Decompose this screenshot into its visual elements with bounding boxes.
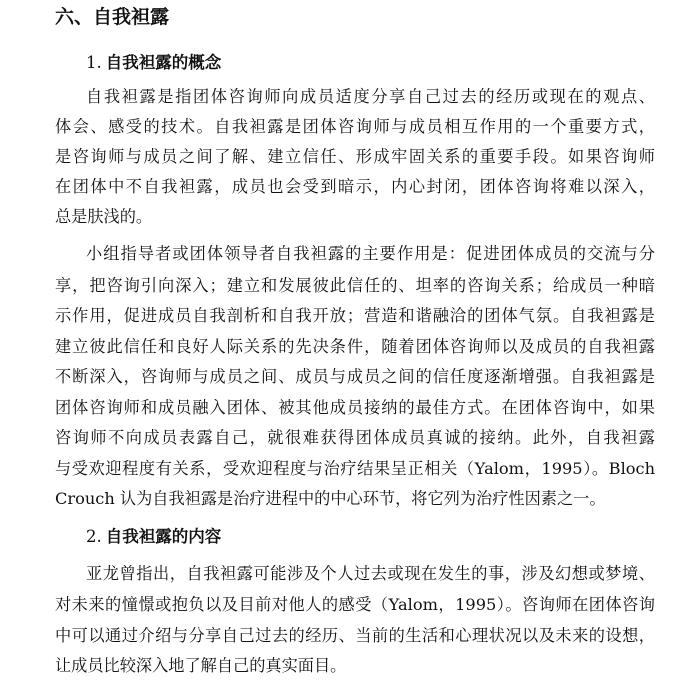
paragraph-line: 不断深入，咨询师与成员之间、成员与成员之间的信任度逐渐增强。自我袒露是 <box>55 367 655 386</box>
paragraph-line: 建立彼此信任和良好人际关系的先决条件，随着团体咨询师以及成员的自我袒露 <box>55 337 655 356</box>
paragraph-line: 体会、感受的技术。自我袒露是团体咨询师与成员相互作用的一个重要方式， <box>55 117 655 136</box>
paragraph-line: 总是肤浅的。 <box>55 207 153 226</box>
paragraph-line: 中可以通过介绍与分享自己过去的经历、当前的生活和心理状况以及未来的设想， <box>55 626 655 645</box>
paragraph-line: 亚龙曾指出，自我袒露可能涉及个人过去或现在发生的事，涉及幻想或梦境、 <box>86 564 655 583</box>
paragraph-line: 让成员比较深入地了解自己的真实面目。 <box>55 656 347 675</box>
paragraph-line: 小组指导者或团体领导者自我袒露的主要作用是：促进团体成员的交流与分 <box>86 244 655 263</box>
paragraph-line: 咨询师不向成员表露自己，就很难获得团体成员真诚的接纳。此外，自我袒露 <box>55 428 655 447</box>
subsection-title: 自我袒露的概念 <box>105 53 222 72</box>
subsection-title: 自我袒露的内容 <box>105 527 222 546</box>
paragraph-line: 是咨询师与成员之间了解、建立信任、形成牢固关系的重要手段。如果咨询师 <box>55 147 655 166</box>
paragraph-line: 示作用，促进成员自我剖析和自我开放；营造和谐融洽的团体气氛。自我袒露是 <box>55 306 655 325</box>
paragraph-line: 自我袒露是指团体咨询师向成员适度分享自己过去的经历或现在的观点、 <box>86 87 655 106</box>
paragraph-line: 享，把咨询引向深入；建立和发展彼此信任的、坦率的咨询关系；给成员一种暗 <box>55 276 655 295</box>
subsection-heading-1 <box>86 52 221 74</box>
paragraph-line: Crouch 认为自我袒露是治疗进程中的中心环节，将它列为治疗性因素之一。 <box>55 489 606 508</box>
subsection-number: 1. <box>86 53 102 72</box>
paragraph-line: 团体咨询师和成员融入团体、被其他成员接纳的最佳方式。在团体咨询中，如果 <box>55 398 655 417</box>
section-title: 六、自我袒露 <box>55 6 170 28</box>
paragraph-line: 在团体中不自我袒露，成员也会受到暗示，内心封闭，团体咨询将难以深入， <box>55 177 655 196</box>
paragraph-line: 对未来的憧憬或抱负以及目前对他人的感受（Yalom，1995）。咨询师在团体咨询 <box>55 595 655 614</box>
paragraph-line: 与受欢迎程度有关系，受欢迎程度与治疗结果呈正相关（Yalom，1995）。Bloch <box>55 459 655 478</box>
subsection-number: 2. <box>86 527 102 546</box>
subsection-heading-2 <box>86 526 221 548</box>
